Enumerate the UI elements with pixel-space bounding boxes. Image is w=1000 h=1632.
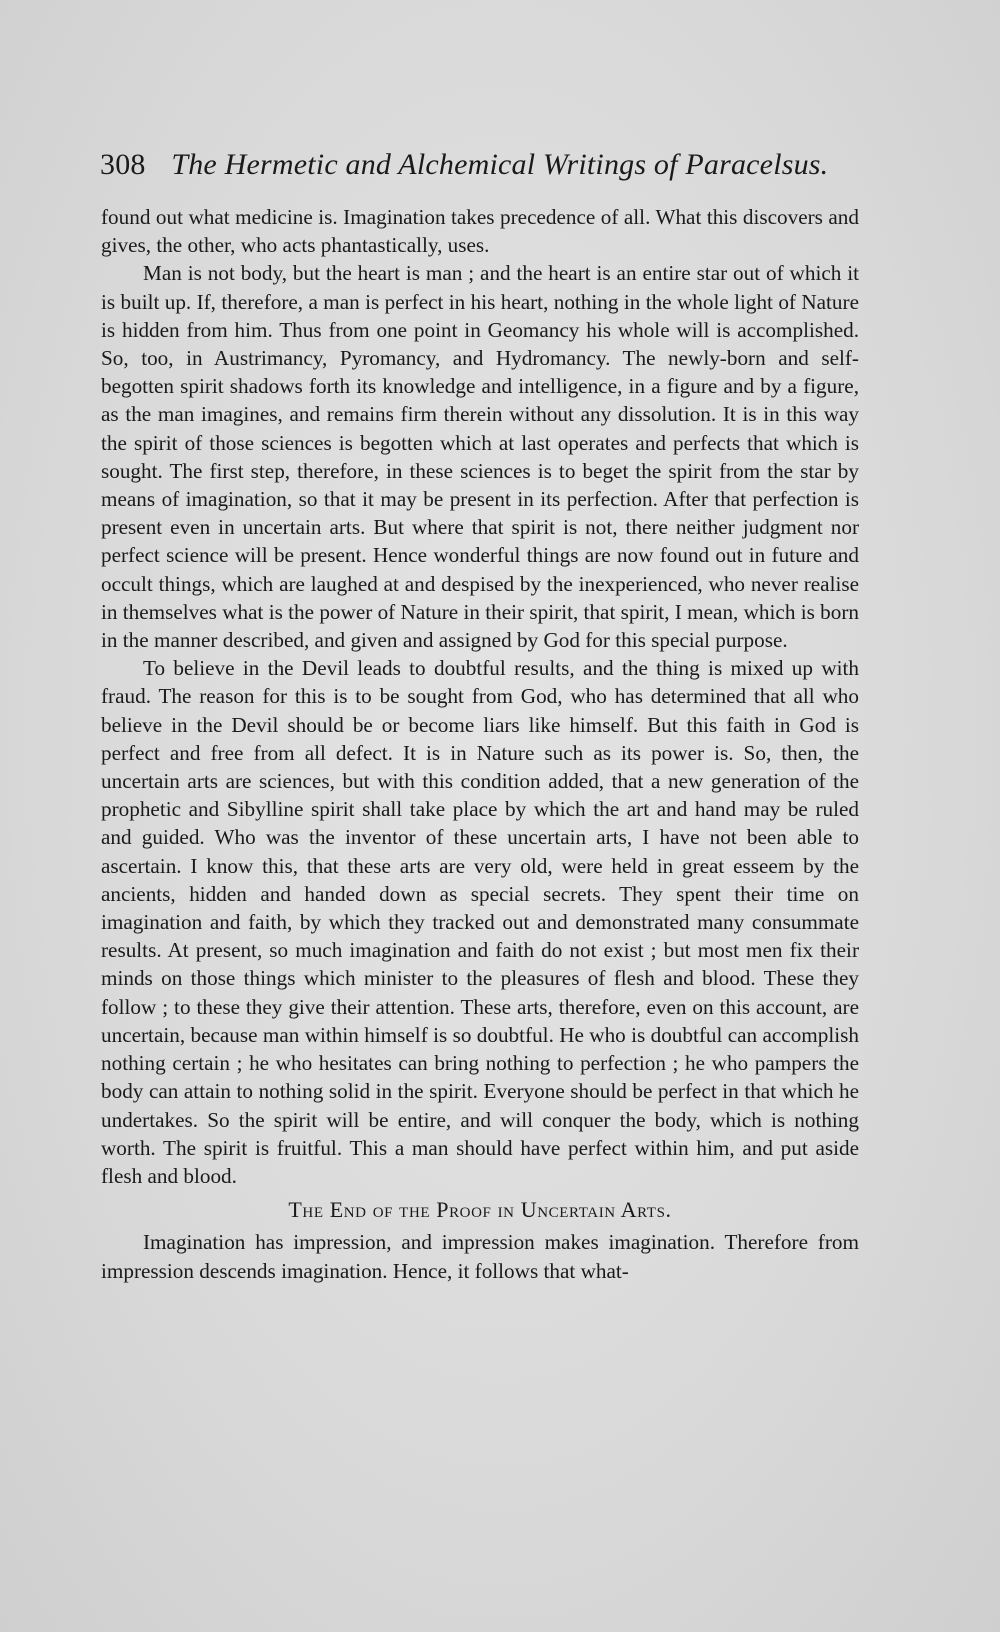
body-text	[101, 203, 859, 1285]
page-number: 308	[100, 148, 146, 181]
paragraph: Man is not body, but the heart is man ; and the heart is an entire star out of which it is built up. If, therefore, a man is perfect in his heart, nothing in the whole light of Nature is hidden from him. Thus from one point in Geomancy his whole will is accomplished. So, too, in Austrimancy, Pyromancy, and Hydromancy. The newly-born and self-begotten spirit shadows forth its knowledge and intelligence, in a figure and by a figure, as the man imagines, and remains firm therein without any dissolution. It is in this way the spirit of those sciences is begotten which at last operates and perfects that which is sought. The first step, therefore, in these sciences is to beget the spirit from the star by means of imagination, so that it may be present in its perfection. After that perfection is present even in uncertain arts. But where that spirit is not, there neither judgment nor perfect science will be present. Hence wonderful things are now found out in future and occult things, which are laughed at and despised by the inexperienced, who never realise in themselves what is the power of Nature in their spirit, that spirit, I mean, which is born in the manner described, and given and assigned by God for this special purpose.	[101, 261, 859, 653]
paragraph-closing: Imagination has impression, and impression makes imagination. Therefore from impression descends imagination. Hence, it follows that what-	[101, 1230, 859, 1283]
section-heading: The End of the Proof in Uncertain Arts.	[288, 1197, 672, 1223]
running-title: The Hermetic and Alchemical Writings of Paracelsus.	[171, 148, 829, 181]
paragraph: To believe in the Devil leads to doubtful results, and the thing is mixed up with fraud. The reason for this is to be sought from God, who has determined that all who believe in the Devil should be or become liars like himself. But this faith in God is perfect and free from all defect. It is in Nature such as its power is. So, then, the uncertain arts are sciences, but with this condition added, that a new generation of the prophetic and Sibylline spirit shall take place by which the art and hand may be ruled and guided. Who was the inventor of these uncertain arts, I have not been able to ascertain. I know this, that these arts are very old, were held in great esseem by the ancients, hidden and handed down as special secrets. They spent their time on imagination and faith, by which they tracked out and demonstrated many consummate results. At present, so much imagination and faith do not exist ; but most men fix their minds on those things which minister to the pleasures of flesh and blood. These they follow ; to these they give their attention. These arts, therefore, even on this account, are uncertain, because man within himself is so doubtful. He who is doubtful can accomplish nothing certain ; he who hesitates can bring nothing to perfection ; he who pampers the body can attain to nothing solid in the spirit. Everyone should be perfect in that which he undertakes. So the spirit will be entire, and will conquer the body, which is nothing worth. The spirit is fruitful. This a man should have perfect within him, and put aside flesh and blood.	[101, 656, 859, 1188]
running-head	[100, 148, 860, 182]
paragraph-continued: found out what medicine is. Imagination takes precedence of all. What this discovers and gives, the other, who acts phantastically, uses.	[101, 205, 859, 258]
